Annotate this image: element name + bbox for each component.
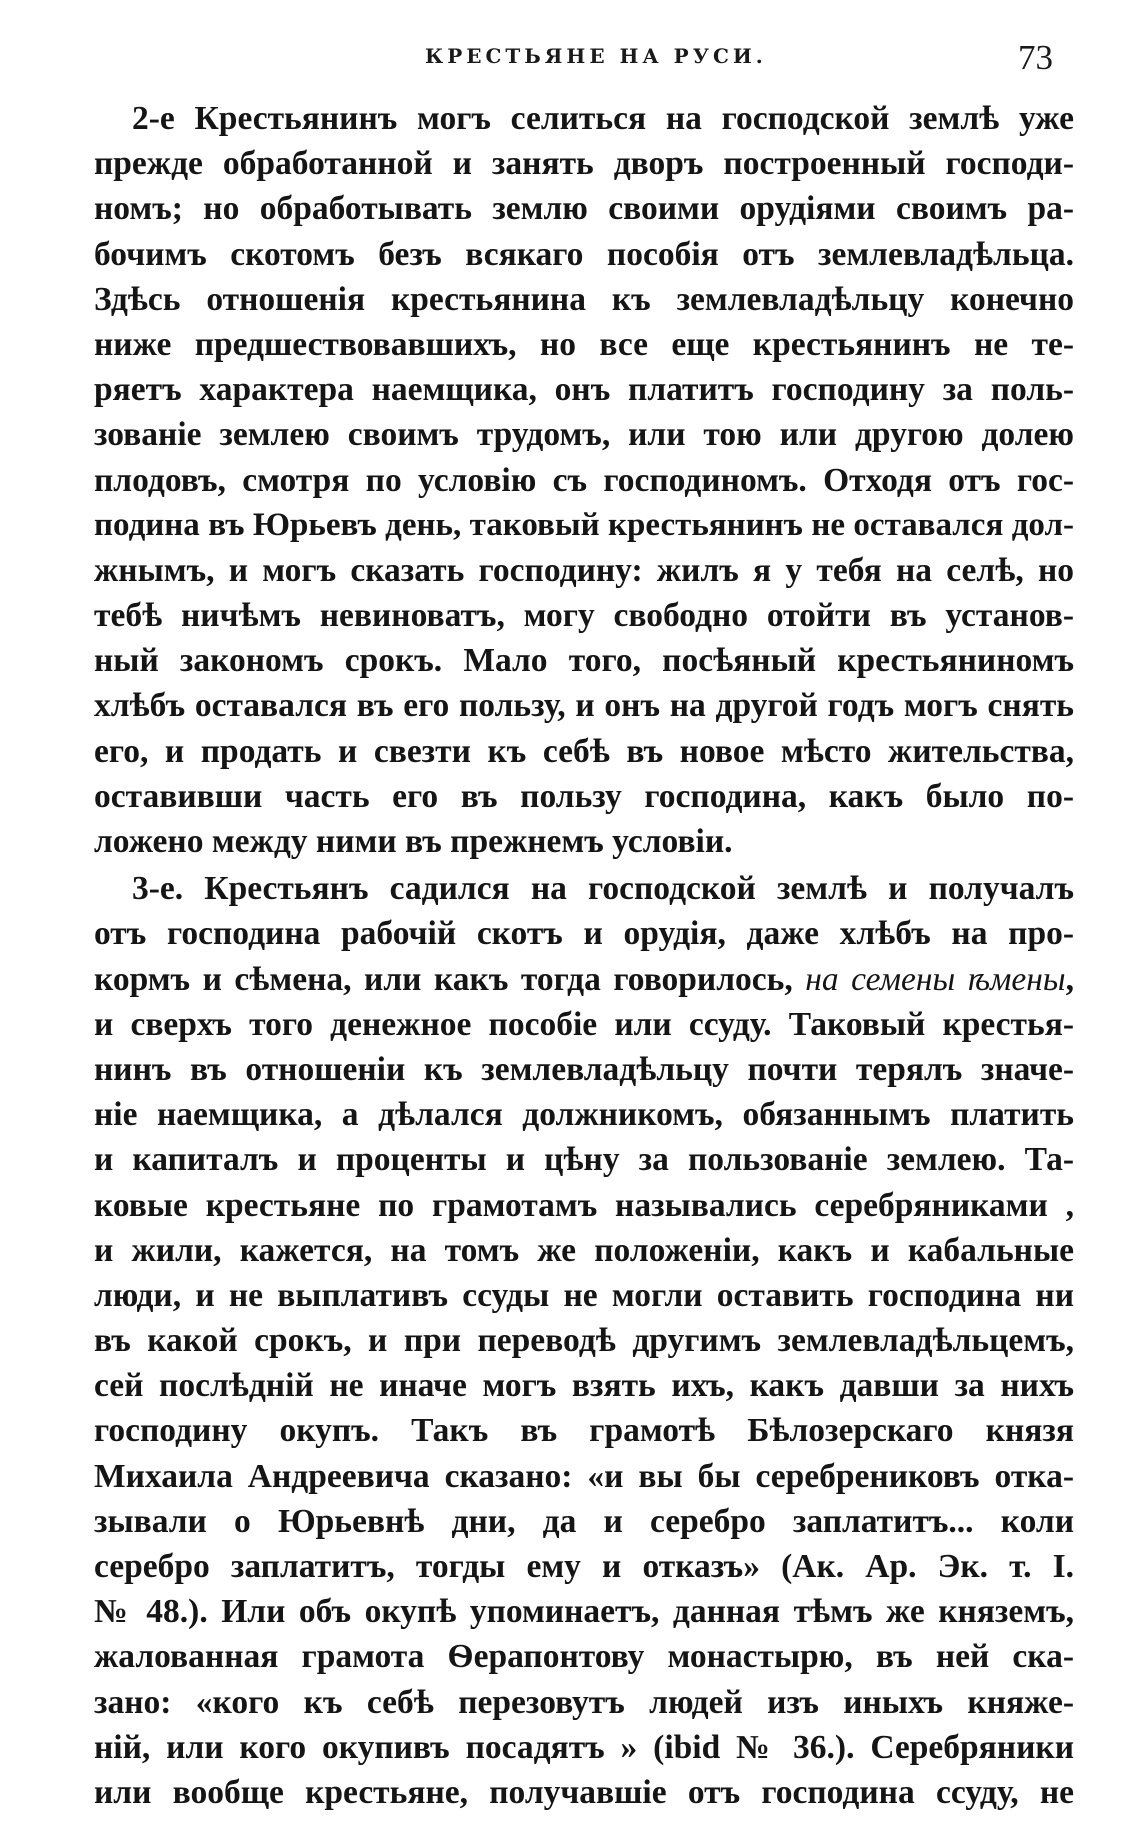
- text-line: господину окупъ. Такъ въ грамотѣ Бѣлозерскаго князя: [94, 1412, 1074, 1450]
- text-line: и капиталъ и проценты и цѣну за пользованіе землею. Та-: [94, 1141, 1074, 1179]
- text-line: подина въ Юрьевъ день, таковый крестьянинъ не оставался дол-: [94, 506, 1074, 543]
- body-text: [94, 96, 1074, 1815]
- text-line: отъ господина рабочій скотъ и орудія, даже хлѣбъ на про-: [94, 915, 1074, 953]
- text-line: сей послѣдній не иначе могъ взять ихъ, какъ давши за нихъ: [94, 1367, 1074, 1405]
- text-line: Михаила Андреевича сказано: «и вы бы серебрениковъ отка-: [94, 1457, 1074, 1495]
- text-line: жалованная грамота Ѳерапонтову монастырю, въ ней ска-: [94, 1638, 1074, 1676]
- text-line: его, и продать и свезти къ себѣ въ новое мѣсто жительства,: [94, 732, 1074, 770]
- text-line: ный закономъ срокъ. Мало того, посѣяный крестьяниномъ: [94, 642, 1074, 680]
- text-line: бочимъ скотомъ безъ всякаго пособія отъ землевладѣльца.: [94, 235, 1074, 273]
- text-line: ряетъ характера наемщика, онъ платитъ господину за поль-: [94, 371, 1074, 409]
- text-segment: ,: [1065, 960, 1074, 998]
- text-line: прежде обработанной и занять дворъ построенный господи-: [94, 145, 1074, 183]
- text-line: плодовъ, смотря по условію съ господиномъ. Отходя отъ гос-: [94, 461, 1074, 499]
- text-line: Здѣсь отношенія крестьянина къ землевладѣльцу конечно: [94, 280, 1074, 318]
- running-title: КРЕСТЬЯНЕ НА РУСИ.: [425, 44, 767, 68]
- text-line: нинъ въ отношеніи къ землевладѣльцу почти терялъ значе-: [94, 1050, 1074, 1088]
- text-line: серебро заплатитъ, тогды ему и отказъ» (Ак. Ар. Эк. т. I.: [94, 1548, 1074, 1585]
- page-number: 73: [1018, 38, 1053, 77]
- italic-quote: на семены ѣмены: [805, 960, 1066, 998]
- text-line: ній, или кого окупивъ посадятъ » (ibid № 36.). Серебряники: [94, 1728, 1074, 1766]
- text-line: ниже предшествовавшихъ, но все еще крестьянинъ не те-: [94, 325, 1074, 363]
- text-line: или вообще крестьяне, получавшіе отъ господина ссуду, не: [94, 1773, 1074, 1811]
- text-line: и жили, кажется, на томъ же положеніи, какъ и кабальные: [94, 1231, 1074, 1269]
- text-line: зывали о Юрьевнѣ дни, да и серебро заплатитъ... коли: [94, 1502, 1074, 1540]
- text-line: № 48.). Или объ окупѣ упоминаетъ, данная тѣмъ же княземъ,: [94, 1593, 1074, 1631]
- paragraph-3: [94, 866, 1074, 1815]
- text-line: номъ; но обработывать землю своими орудіями своимъ ра-: [94, 190, 1074, 228]
- running-header: [0, 38, 1140, 78]
- text-line: ніе наемщика, а дѣлался должникомъ, обязаннымъ платить: [94, 1096, 1074, 1134]
- text-line-with-italic: [94, 957, 1074, 1002]
- text-line: хлѣбъ оставался въ его пользу, и онъ на другой годъ могъ снять: [94, 687, 1074, 725]
- text-line: и сверхъ того денежное пособіе или ссуду. Таковый крестья-: [94, 1005, 1074, 1043]
- text-line: 2-е Крестьянинъ могъ селиться на господской землѣ уже: [132, 100, 1074, 137]
- text-line: ложено между ними въ прежнемъ условіи.: [94, 823, 733, 860]
- text-line: зано: «кого къ себѣ перезовутъ людей изъ иныхъ княже-: [94, 1683, 1074, 1721]
- text-segment: кормъ и сѣмена, или какъ тогда говорилось,: [94, 960, 806, 998]
- text-line: люди, и не выплативъ ссуды не могли оставить господина ни: [94, 1276, 1074, 1314]
- text-line: зованіе землею своимъ трудомъ, или тою или другою долею: [94, 416, 1074, 454]
- text-line: оставивши часть его въ пользу господина, какъ было по-: [94, 777, 1074, 815]
- text-line: въ какой срокъ, и при переводѣ другимъ землевладѣльцемъ,: [94, 1322, 1074, 1360]
- paragraph-2: [94, 96, 1074, 864]
- text-line: тебѣ ничѣмъ невиноватъ, могу свободно отойти въ установ-: [94, 597, 1074, 635]
- text-line: 3-е. Крестьянъ садился на господской землѣ и получалъ: [132, 870, 1074, 908]
- text-line: жнымъ, и могъ сказать господину: жилъ я у тебя на селѣ, но: [94, 551, 1074, 589]
- text-line: ковые крестьяне по грамотамъ назывались серебряниками ,: [94, 1186, 1074, 1224]
